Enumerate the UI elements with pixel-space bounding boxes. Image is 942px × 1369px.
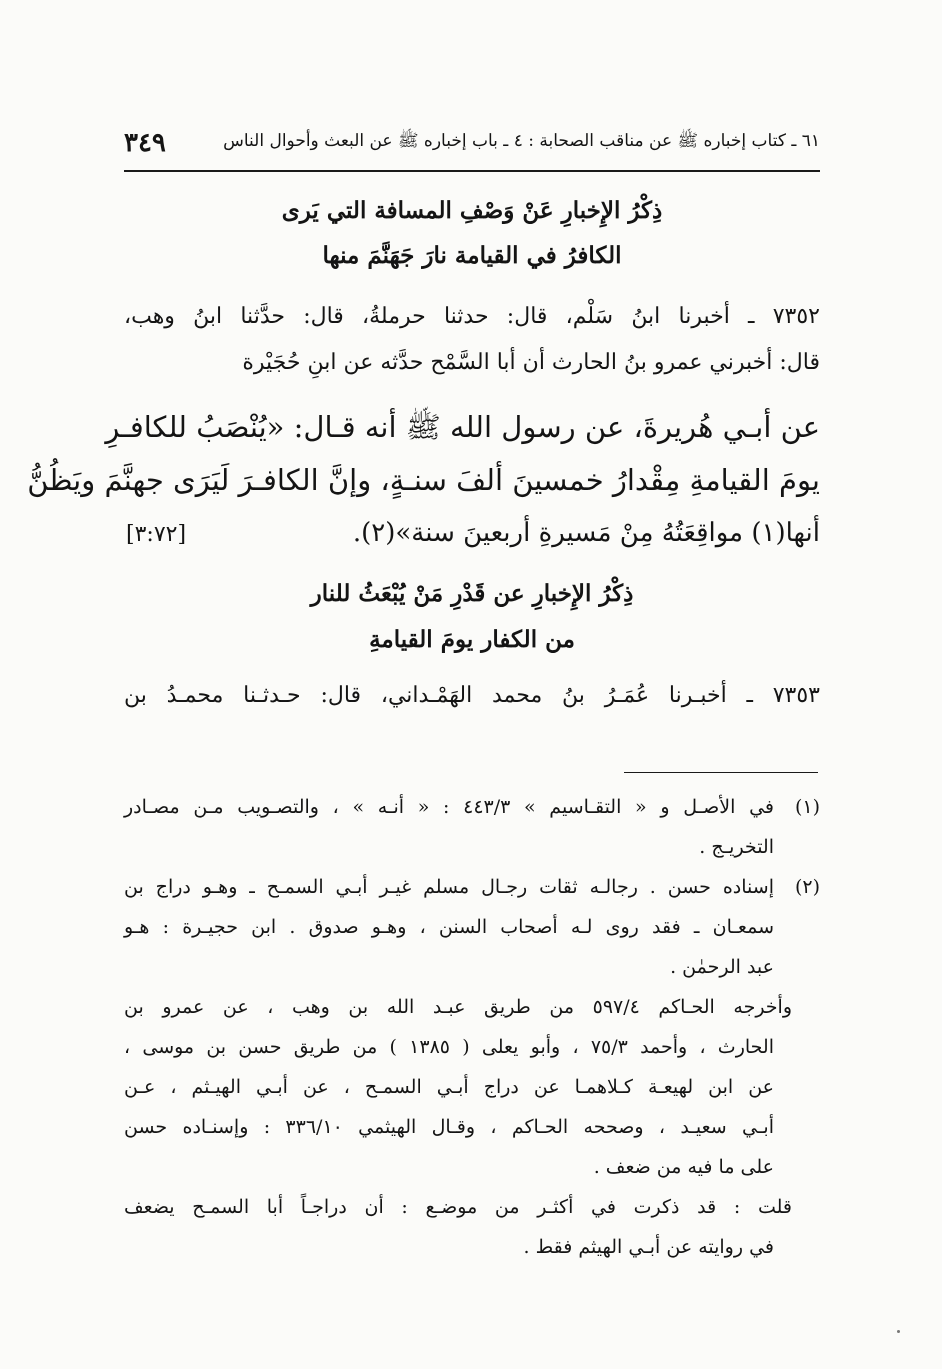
section-heading-1-line-2: الكافرُ في القيامة نارَ جَهَنَّمَ منها: [322, 242, 622, 269]
page-number: ٣٤٩: [124, 128, 166, 158]
footnote-2-para2-line-1: وأخرجه الحـاكم ٥٩٧/٤ من طريق عبـد الله بن وهب ، عن عمرو بن: [124, 996, 792, 1018]
hadith-7352-matn-line-2: يومَ القيامةِ مِقْدارُ خمسينَ ألفَ سنـةٍ، وإنَّ الكافـرَ لَيَرَى جهنَّمَ ويَظُنُّ: [27, 463, 820, 497]
footnote-2-para2-line-2: الحارث ، وأحمد ٧٥/٣ ، وأبو يعلى ( ١٣٨٥ ) من طريق حسن بن موسى ،: [124, 1036, 774, 1058]
footnote-2-para2-line-3: عن ابن لهيعـة كـلاهمـا عن دراج أبـي السمـح ، عن أبـي الهيـثم ، عـن: [124, 1076, 774, 1098]
footnote-2-line-2: سمعـان ـ فقد روى لـه أصحاب السنن ، وهـو صدوق . ابن حجيـرة : هـو: [124, 916, 774, 938]
footnote-1-line-2: التخريـج .: [699, 836, 774, 858]
footnote-2-para3-line-2: في روايته عن أبـي الهيثم فقط .: [523, 1236, 774, 1258]
running-header: [124, 130, 820, 172]
section-heading-2-line-1: ذِكْرُ الإِخبارِ عن قَدْرِ مَنْ يُبْعَثُ للنار: [310, 580, 634, 607]
footnote-2-line-3: عبد الرحمٰن .: [670, 956, 774, 978]
running-header-title: ٦١ ـ كتاب إخباره ﷺ عن مناقب الصحابة : ٤ ـ باب إخباره ﷺ عن البعث وأحوال الناس: [223, 131, 820, 151]
hadith-7352-isnad-line-2: قال: أخبرني عمرو بنُ الحارث أن أبا السَّمْح حدَّثه عن ابنِ حُجَيْرة: [242, 350, 820, 375]
hadith-7352-matn-line-3: أنها(١) مواقِعَتُهُ مِنْ مَسيرةِ أربعينَ سنة»(٢).: [352, 518, 820, 548]
hadith-grading-reference: [٣:٧٢]: [126, 522, 187, 547]
hadith-7353-isnad-line-1: ٧٣٥٣ ـ أخبـرنا عُمَـرُ بنُ محمد الهَمْـداني، قال: حـدثـنا محمـدُ بن: [124, 683, 820, 708]
footnote-2-marker: (٢): [794, 876, 820, 898]
footnote-2-line-1: إسناده حسن . رجالـه ثقات رجـال مسلم غيـر أبـي السمـح ـ وهـو دراج بن: [124, 876, 774, 898]
scan-speck: [897, 1330, 900, 1333]
footnote-1-marker: (١): [794, 796, 820, 818]
section-heading-2-line-2: من الكفار يومَ القيامةِ: [369, 626, 575, 653]
footnote-1-line-1: في الأصـل و « التقـاسيم » ٤٤٣/٣ : « أنـه » ، والتصـويب مـن مصـادر: [124, 796, 774, 818]
hadith-7352-matn-line-1: عن أبـي هُريرةَ، عن رسول الله ﷺ أنه قـال: «يُنْصَبُ للكافـرِ: [105, 410, 820, 444]
footnote-separator: [624, 772, 818, 773]
footnote-2-para2-line-5: على ما فيه من ضعف .: [593, 1156, 774, 1178]
footnote-2-para2-line-4: أبـي سعيـد ، وصححه الحـاكم ، وقـال الهيثمي ٣٣٦/١٠ : وإسنـاده حسن: [124, 1116, 774, 1138]
hadith-7352-isnad-line-1: ٧٣٥٢ ـ أخبرنا ابنُ سَلْم، قال: حدثنا حرملةُ، قال: حدَّثنا ابنُ وهب،: [124, 304, 820, 329]
section-heading-1-line-1: ذِكْرُ الإِخبارِ عَنْ وَصْفِ المسافة التي يَرى: [281, 197, 663, 224]
footnote-2-para3-line-1: قلت : قد ذكرت في أكثـر من موضـع : أن دراجـاً أبا السمـح يضعف: [124, 1196, 792, 1218]
